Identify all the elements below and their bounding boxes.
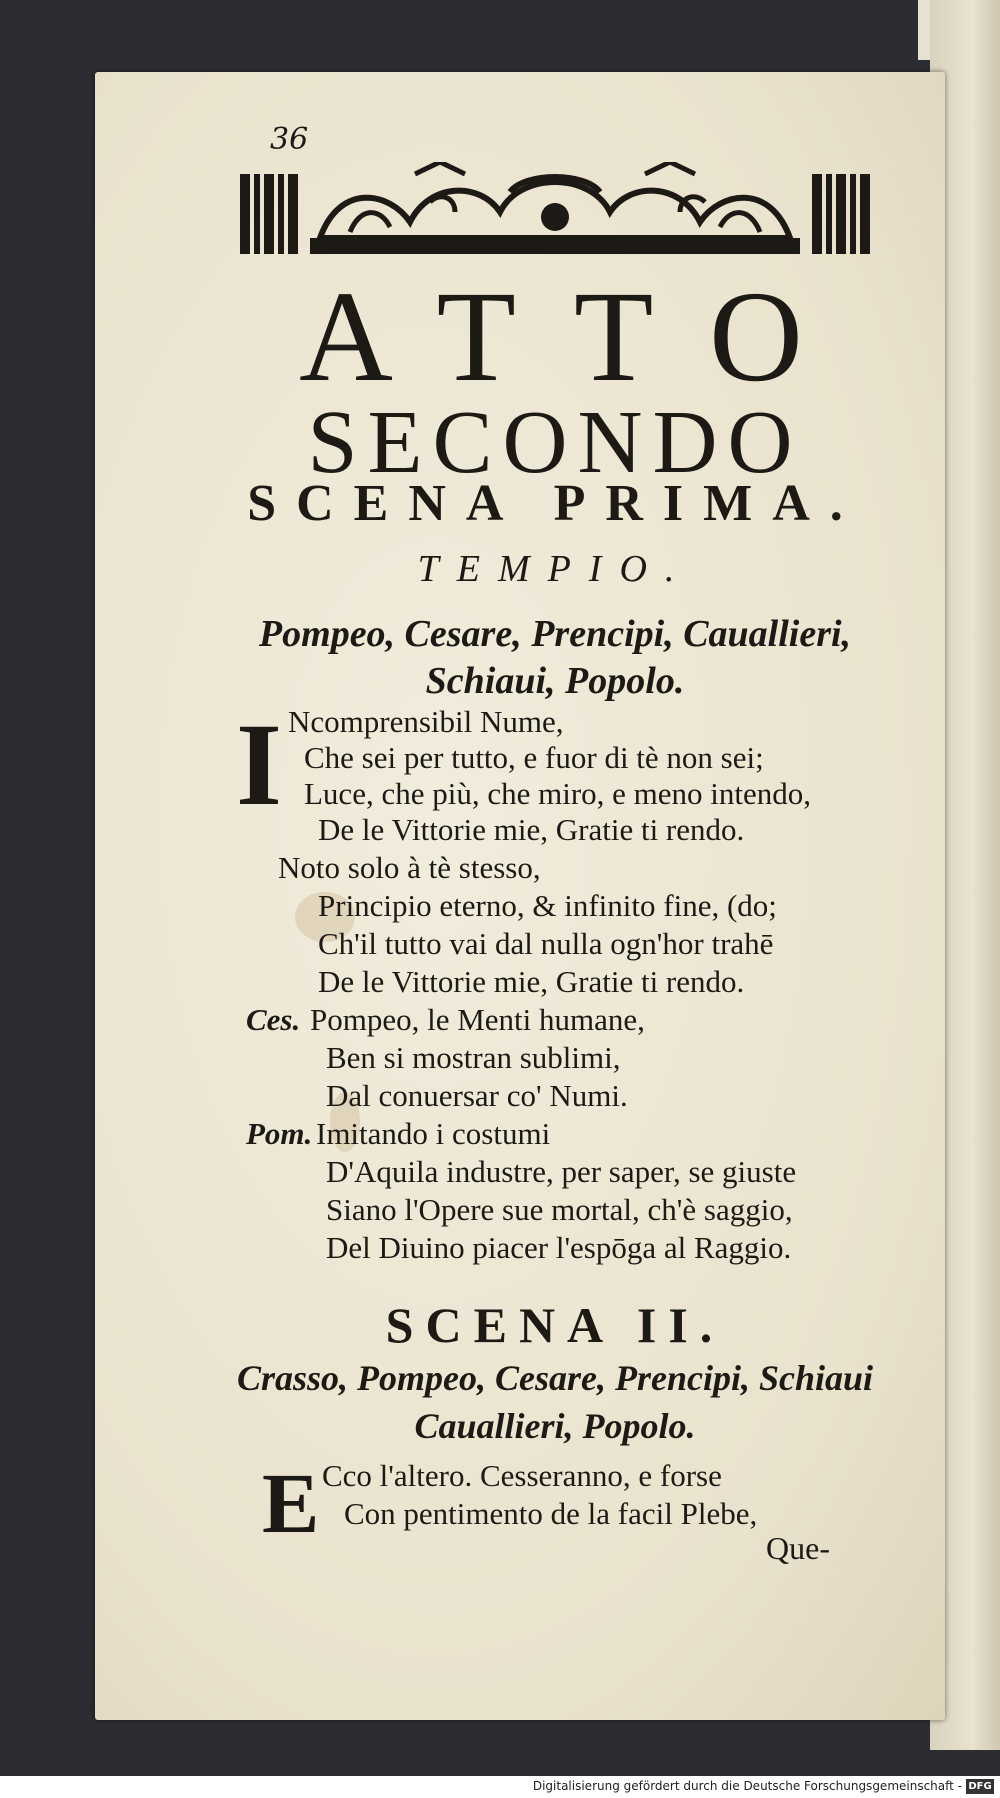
title-secondo: SECONDO bbox=[307, 393, 803, 492]
verse-line: Dal conuersar co' Numi. bbox=[326, 1078, 628, 1113]
decorative-headpiece-ornament bbox=[240, 162, 870, 270]
title-scena-prima: SCENA PRIMA. bbox=[247, 475, 863, 532]
drop-cap-i: I bbox=[236, 699, 282, 830]
scene1-characters-cont: Schiaui, Popolo. bbox=[425, 660, 685, 702]
scene2-characters-cont: Cauallieri, Popolo. bbox=[414, 1406, 696, 1446]
verse-line: Del Diuino piacer l'espōga al Raggio. bbox=[326, 1230, 792, 1265]
verse-line: De le Vittorie mie, Gratie ti rendo. bbox=[318, 812, 745, 847]
verse-line: Luce, che più, che miro, e meno intendo, bbox=[304, 776, 812, 811]
dfg-logo: DFG bbox=[966, 1779, 994, 1794]
verse-line: Siano l'Opere sue mortal, ch'è saggio, bbox=[326, 1192, 793, 1227]
page-number: 36 bbox=[270, 122, 309, 157]
verse-line: Principio eterno, & infinito fine, (do; bbox=[318, 888, 777, 923]
verse-line: D'Aquila industre, per saper, se giuste bbox=[326, 1154, 797, 1189]
footer-credit-text: Digitalisierung gefördert durch die Deutsche Forschungsgemeinschaft - bbox=[532, 1779, 962, 1793]
speaker-cesare: Ces. bbox=[246, 1002, 301, 1037]
verse-line: Ncomprensibil Nume, bbox=[288, 704, 564, 739]
scene-location: TEMPIO. bbox=[417, 548, 693, 590]
verse-line: De le Vittorie mie, Gratie ti rendo. bbox=[318, 964, 745, 999]
drop-cap-e: E bbox=[262, 1455, 320, 1551]
catchword: Que- bbox=[766, 1530, 830, 1566]
verse-line: Che sei per tutto, e fuor di tè non sei; bbox=[304, 740, 764, 775]
verse-line: Con pentimento de la facil Plebe, bbox=[344, 1496, 758, 1531]
scene1-characters: Pompeo, Cesare, Prencipi, Cauallieri, bbox=[258, 613, 852, 655]
title-atto: ATTO bbox=[299, 265, 861, 409]
verse-line: Noto solo à tè stesso, bbox=[278, 850, 541, 885]
verse-line: Ben si mostran sublimi, bbox=[326, 1040, 621, 1075]
verse-line: Ch'il tutto vai dal nulla ogn'hor trahē bbox=[318, 926, 774, 961]
verse-line: Imitando i costumi bbox=[316, 1116, 551, 1151]
verse-line: Cco l'altero. Cesseranno, e forse bbox=[322, 1458, 722, 1493]
footer-bar bbox=[0, 1776, 1000, 1798]
speaker-pompeo: Pom. bbox=[246, 1116, 313, 1151]
scene2-characters: Crasso, Pompeo, Cesare, Prencipi, Schiaui bbox=[236, 1358, 874, 1398]
verse-line: Pompeo, le Menti humane, bbox=[310, 1002, 645, 1037]
scene2-title: SCENA II. bbox=[385, 1297, 725, 1353]
